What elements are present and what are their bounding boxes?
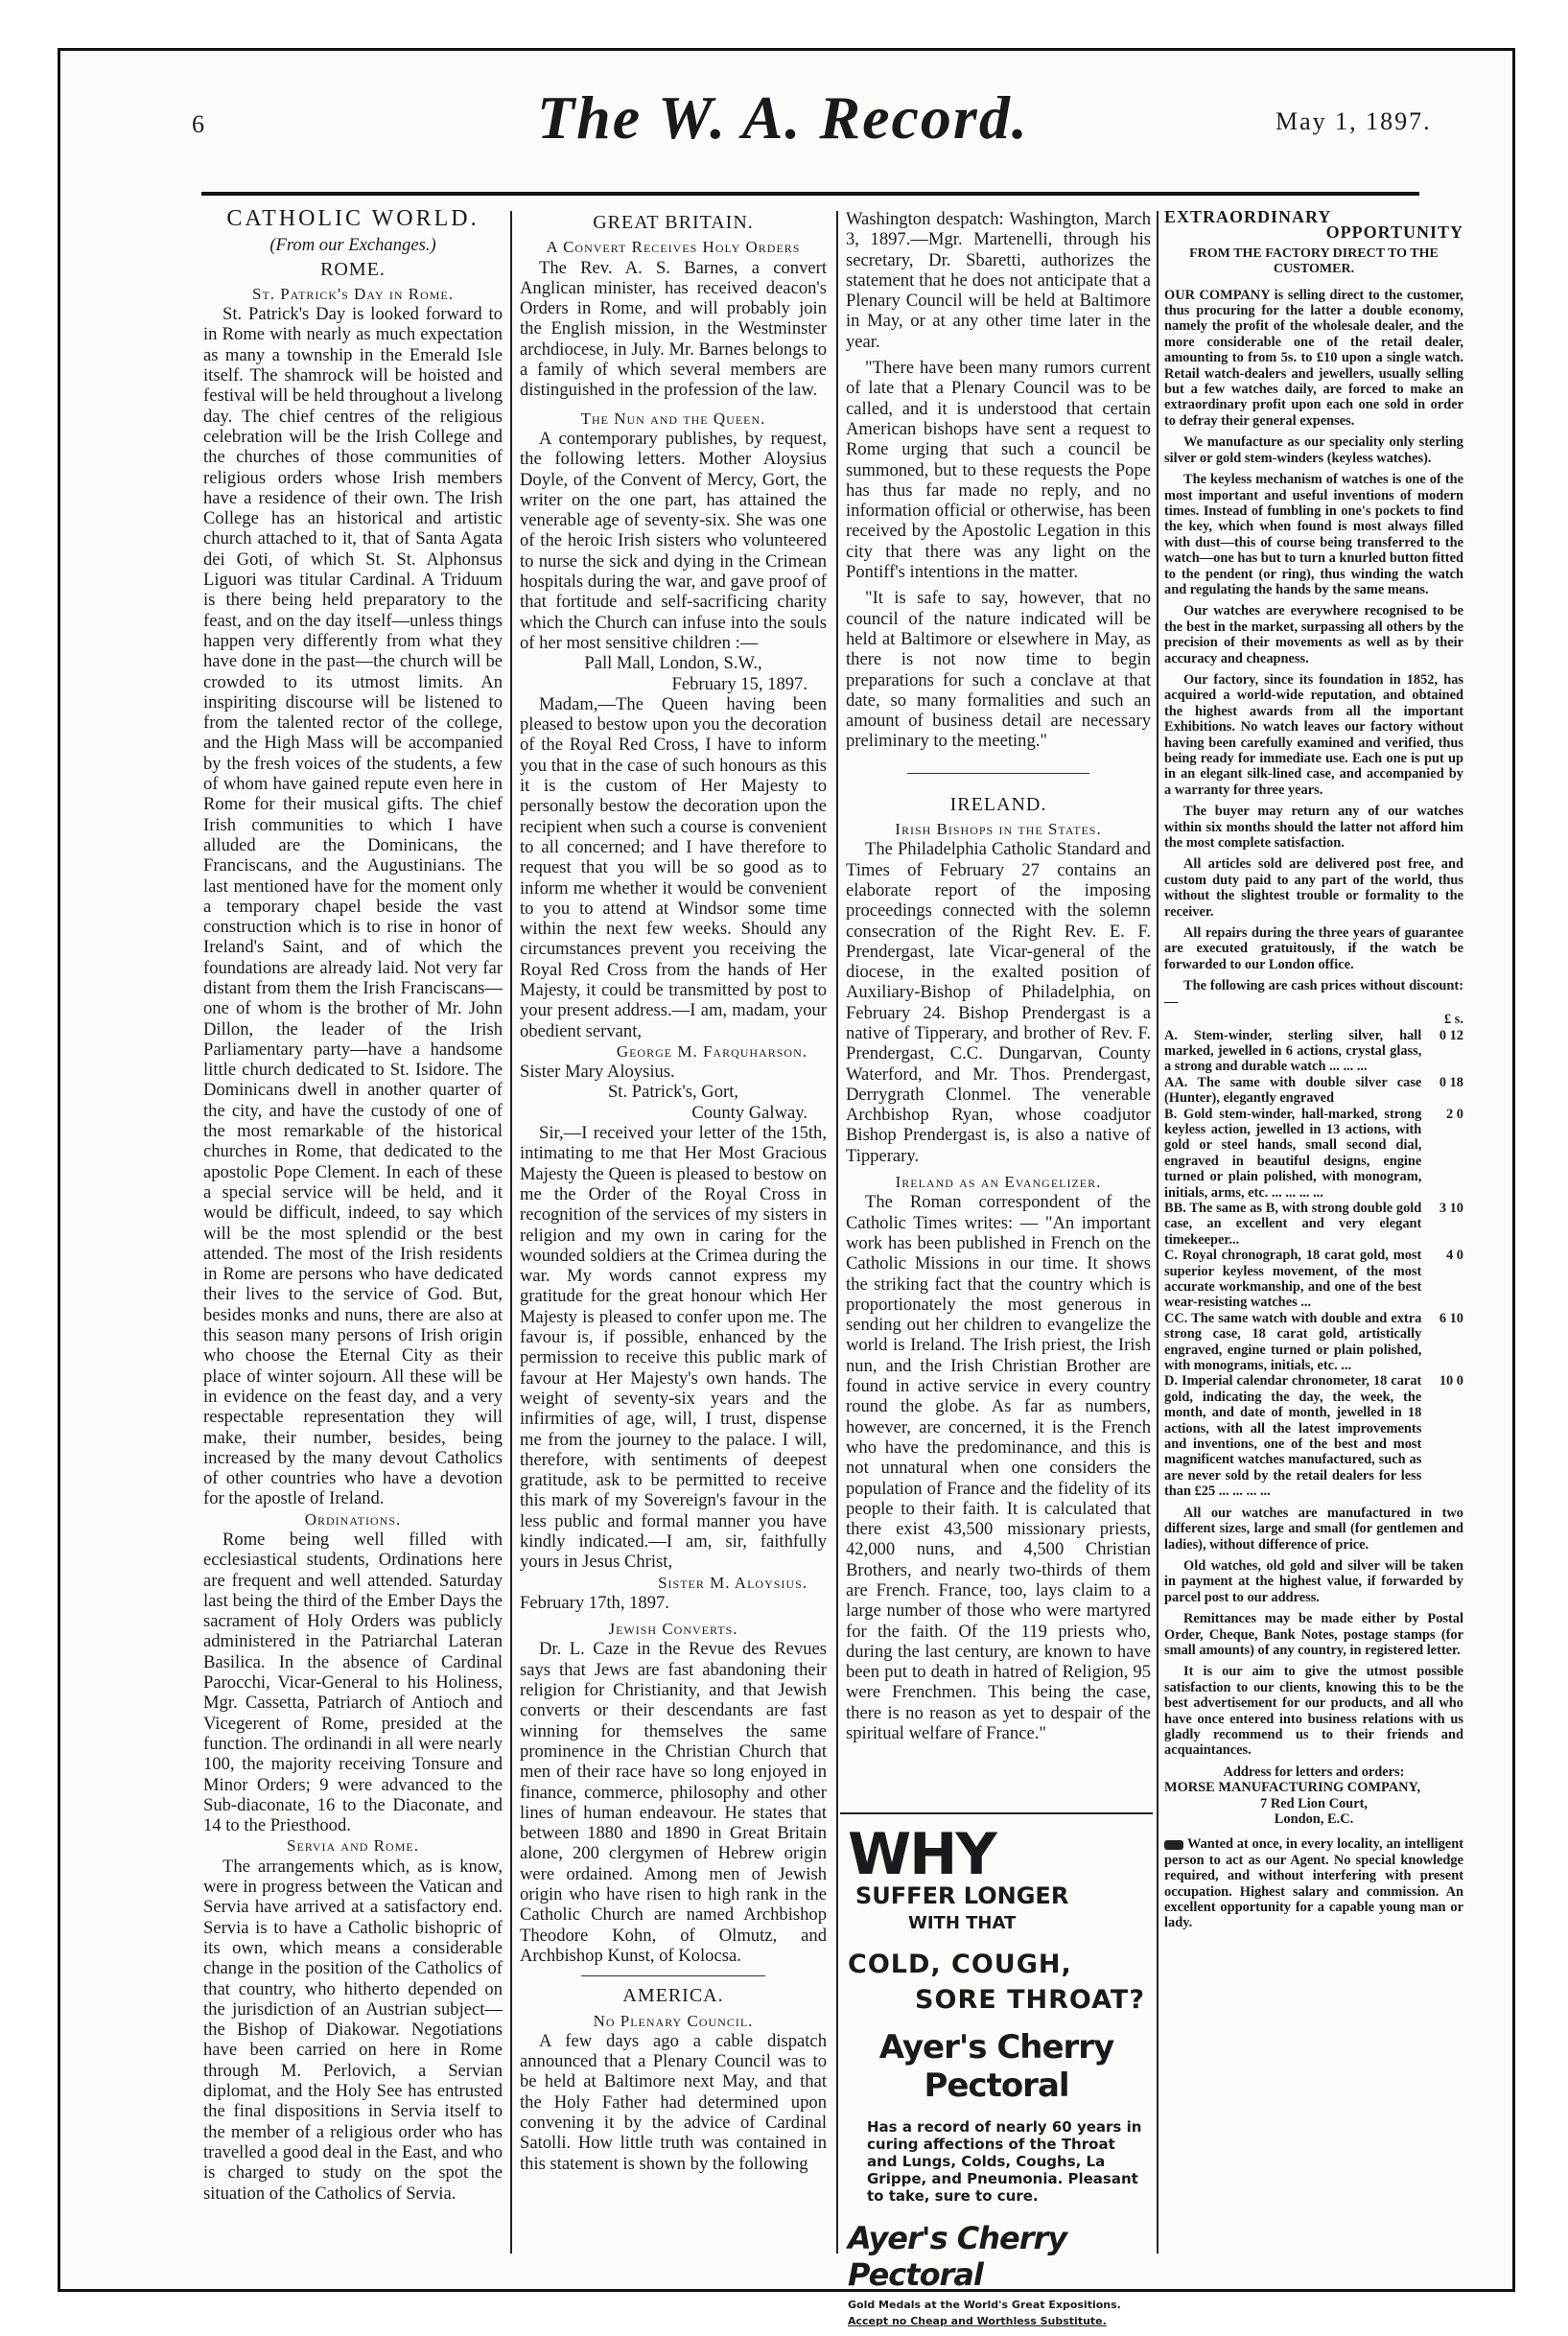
column-watch-ad (1164, 209, 1463, 2261)
price-description: A. Stem-winder, sterling silver, hall marked, jewelled in 6 actions, crystal glass, a strong and durable watch ... ... ... (1164, 1027, 1422, 1075)
article-heading: The Nun and the Queen. (580, 409, 766, 428)
ad-paragraph: It is our aim to give the utmost possible satisfaction to our clients, knowing this to be the best advertisement for our products, and all who have once entered into business relations with us gladly recommend us to their friends and acquaintances. (1164, 1664, 1463, 1759)
ad-paragraph: The keyless mechanism of watches is one of the most important and useful inventions of modern times. Instead of fumbling in one's pockets to find the key, which when found is most always filled with dust—this of course being transferred to the watch—one has but to turn a knurled button fitted to the pendent (or ring), thus winding the watch and regulating the hands by the same means. (1164, 472, 1463, 597)
ad-product-name: Ayer's Cherry Pectoral (878, 2028, 1114, 2105)
price-description: CC. The same watch with double and extra strong case, 18 carat gold, artistically engraved, engine turned or plain polished, with monograms, initials, etc. ... (1164, 1310, 1422, 1374)
section-heading: AMERICA. (622, 1985, 724, 2007)
ad-paragraph: All repairs during the three years of guarantee are executed gratuitously, if the watch be forwarded to our London office. (1164, 925, 1463, 972)
ad-paragraph: We manufacture as our speciality only sterling silver or gold stem-winders (keyless watches). (1164, 434, 1463, 466)
ad-body: Has a record of nearly 60 years in curing affections of the Throat and Lungs, Colds, Coughs, La Grippe, and Pneumonia. Pleasant to take, sure to cure. (867, 2118, 1142, 2205)
ad-paragraph: Our factory, since its foundation in 1852, has acquired a world-wide reputation, and obtained the highest awards from all the important Exhibitions. No watch leaves our factory without having been carefully examined and verified, thus being ready for immediate use. Each one is put up in an elegant silk-lined case, and accompanied by a warranty for three years. (1164, 671, 1463, 798)
ad-sore-throat: SORE THROAT? (915, 1985, 1145, 2015)
price-row (1164, 1311, 1463, 1374)
article-text: The Roman correspondent of the Catholic Times writes: — "An important work has been published in French on the Catholic Missions in our time. It shows the striking fact that the country which is proportionately the most generous in sending out her children to evangelize the world is Ireland. The Irish priest, the Irish nun, and the Irish Christian Brother are found in active service in every country round the globe. As far as numbers, however, are concerned, it is the French who have the predominance, and this is not unnatural when one considers the population of France and the fidelity of its people to their faith. It is calculated that there exist 43,500 missionary priests, 42,000 nuns, and 4,500 Christian Brothers, and nearly two-thirds of them are French. France, too, lays claim to a large number of those who were martyred for the faith. Of the 119 priests who, during the last century, are known to have been put to death in hatred of Religion, 95 were Frenchmen. This being the case, there is no reason as yet to despair of the spiritual welfare of France." (846, 1192, 1151, 1744)
ad-heading: EXTRAORDINARY (1164, 209, 1332, 226)
ad-heading: OPPORTUNITY (1325, 222, 1463, 243)
section-heading: IRELAND. (949, 793, 1047, 815)
ad-paragraph: The following are cash prices without discount:— (1164, 978, 1463, 1010)
wanted-notice (1164, 1836, 1463, 1930)
price-description: B. Gold stem-winder, hall-marked, strong keyless action, jewelled in 13 actions, with gold or steel hands, small second dial, engraved in beautiful designs, engine turned or plain polished, with monogram, initials, arms, etc. ... ... ... ... (1164, 1106, 1422, 1201)
letter-recipient: Sister Mary Aloysius. (520, 1062, 675, 1083)
letter-address: Pall Mall, London, S.W., (584, 653, 762, 674)
article-heading: Irish Bishops in the States. (895, 820, 1102, 839)
price-value: 0 18 (1439, 1074, 1463, 1090)
ad-paragraph: Old watches, old gold and silver will be taken in payment at the highest value, if forwarded by parcel post to our address. (1164, 1557, 1463, 1605)
masthead-rule (201, 192, 1419, 196)
article-heading: Jewish Converts. (608, 1620, 738, 1639)
column-great-britain (520, 209, 827, 2261)
letter-signature: Sister M. Aloysius. (658, 1573, 807, 1592)
ad-accept-no-substitute: Accept no Cheap and Worthless Substitute. (848, 2315, 1107, 2327)
price-list (1164, 1028, 1463, 1500)
article-heading: Servia and Rome. (287, 1836, 419, 1856)
ad-brand-logo: Ayer's Cherry Pectoral (848, 2220, 1067, 2293)
ad-with-that: WITH THAT (907, 1913, 1017, 1933)
source-note: (From our Exchanges.) (269, 235, 436, 256)
price-value: 10 0 (1439, 1373, 1463, 1390)
company-name: MORSE MANUFACTURING COMPANY, (1164, 1780, 1421, 1796)
ad-paragraph: Remittances may be made either by Postal Order, Cheque, Bank Notes, postage stamps (for small amounts) of any country, in registered letter. (1164, 1611, 1463, 1658)
subsection-heading: ROME. (320, 258, 386, 280)
newspaper-title: The W. A. Record. (537, 83, 1029, 152)
company-city: London, E.C. (1274, 1811, 1354, 1827)
divider (907, 773, 1090, 774)
price-description: AA. The same with double silver case (Hunter), elegantly engraved (1164, 1074, 1422, 1107)
price-value: 0 12 (1439, 1027, 1463, 1043)
section-heading: GREAT BRITAIN. (593, 212, 754, 233)
ad-paragraph: The buyer may return any of our watches within six months should the latter not afford him the most complete satisfaction. (1164, 804, 1463, 852)
address-label: Address for letters and orders: (1223, 1764, 1405, 1780)
price-value: 3 10 (1439, 1200, 1463, 1216)
wanted-text: Wanted at once, in every locality, an intelligent person to act as our Agent. No special knowledge required, and without interfering with present occupation. Highest salary and commission. An excellent opportunity for a capable young man or lady. (1164, 1836, 1463, 1931)
article-heading: Ireland as an Evangelizer. (895, 1173, 1102, 1192)
article-text: The Rev. A. S. Barnes, a convert Anglican minister, has received deacon's Orders in Rome, and will probably join the English mission, in the Westminster archdiocese, in July. Mr. Barnes belongs to a family of which several members are distinguished in the profession of the law. (520, 257, 827, 401)
letter-signature: George M. Farquharson. (616, 1041, 807, 1061)
ad-subheading: FROM THE FACTORY DIRECT TO THE CUSTOMER. (1189, 245, 1439, 277)
divider (581, 1975, 765, 1976)
letter-text: Sir,—I received your letter of the 15th, intimating to me that Her Most Gracious Majesty the Queen is pleased to bestow on me the Order of the Royal Cross in recognition of the services of my sisters in religion and my own in caring for the wounded soldiers at the Crimea during the war. My words cannot express my gratitude for the great honour which Her Majesty is pleased to confer upon me. The favour is, if possible, enhanced by the permission to receive this public mark of favour at Her Majesty's own hands. The weight of seventy-six years and the infirmities of age, will, I trust, dispense me from the journey to the palace. I will, therefore, with sentiments of deepest gratitude, ask to be permitted to receive this mark of my Sovereign's favour in the less public and formal manner you have kindly indicated.—I am, sir, faithfully yours in Jesus Christ, (520, 1123, 827, 1573)
article-heading: No Plenary Council. (593, 2011, 754, 2030)
ad-paragraph: Our watches are everywhere recognised to be the best in the market, surpassing all others by the precision of their movements as well as by their accuracy and cheapness. (1164, 603, 1463, 666)
pointing-hand-icon (1164, 1840, 1183, 1850)
price-description: D. Imperial calendar chronometer, 18 carat gold, indicating the day, the week, the month, and date of month, jewelled in 18 actions, with all the latest improvements and inventions, one of the best and most magnificent watches manufactured, such as are never sold by the retail dealers for less than £25 ... ... ... ... (1164, 1373, 1422, 1500)
letter-date: February 17th, 1897. (520, 1592, 669, 1613)
ad-gold-medals: Gold Medals at the World's Great Expositions. (848, 2299, 1121, 2311)
column-catholic-world (203, 209, 503, 2261)
column-america-ireland (846, 209, 1151, 1801)
column-rule (510, 211, 512, 2254)
section-heading: CATHOLIC WORLD. (226, 209, 480, 231)
price-row (1164, 1028, 1463, 1075)
price-description: BB. The same as B, with strong double gold case, an excellent and very elegant timekeeper... (1164, 1200, 1422, 1248)
letter-address: St. Patrick's, Gort, (607, 1082, 739, 1103)
price-value: 4 0 (1446, 1248, 1463, 1264)
article-text: Rome being well filled with ecclesiastical students, Ordinations here are frequent and well attended. Saturday last being the third of the Ember Days the sacrament of Holy Orders was publicly administered in the Patriarchal Lateran Basilica. In the absence of Cardinal Parocchi, Vicar-General to his Holiness, Mgr. Cassetta, Patriarch of Antioch and Vicegerent of Rome, presided at the function. The ordinandi in all were nearly 100, the majority receiving Tonsure and Minor Orders; 9 were advanced to the Sub-diaconate, 16 to the Diaconate, and 14 to the Priesthood. (203, 1530, 503, 1836)
column-rule (1157, 211, 1158, 2254)
article-text: A contemporary publishes, by request, the following letters. Mother Aloysius Doyle, of the Convent of Mercy, Gort, the writer on the one part, has attained the venerable age of seventy-six. She was one of the heroic Irish sisters who volunteered to nurse the sick and dying in the Crimean hospitals during the war, and gave proof of that fortitude and self-sacrificing charity which the Church can infuse into the souls of her most sensitive children :— (520, 428, 827, 653)
ad-suffer (855, 1883, 1068, 1936)
price-row (1164, 1201, 1463, 1248)
article-text: Dr. L. Caze in the Revue des Revues says that Jews are fast abandoning their religion for Christianity, and that Jewish converts or their descendants are fast winning for themselves the same prominence in the Christian Church that men of their race have so long enjoyed in finance, commerce, philosophy and other lines of human endeavour. He states that between 1880 and 1890 in Great Britain alone, 200 clergymen of Hebrew origin were ordained. Among men of Jewish origin who have risen to high rank in the Catholic Church are named Archbishop Theodore Kohn, of Olmutz, and Archbishop Kunst, of Kolocsa. (520, 1639, 827, 1966)
price-value: 2 0 (1446, 1106, 1463, 1122)
ad-why: WHY (848, 1821, 995, 1888)
article-text: Washington despatch: Washington, March 3, 1897.—Mgr. Martenelli, through his secretary, Dr. Sbaretti, authorizes the statement that he does not anticipate that a Plenary Council will be held at Baltimore in May, or at any other time later in the year. (846, 209, 1151, 352)
issue-date: May 1, 1897. (1275, 107, 1432, 135)
ad-suffer-line: SUFFER LONGER (855, 1882, 1069, 1909)
price-row (1164, 1248, 1463, 1311)
article-heading: St. Patrick's Day in Rome. (252, 284, 454, 303)
price-row (1164, 1373, 1463, 1499)
article-text: The Philadelphia Catholic Standard and Times of February 27 contains an elaborate report of the imposing proceedings connected with the solemn consecration of the Right Rev. E. F. Prendergast, late Vicar-general of the diocese, in the exalted position of Auxiliary-Bishop of Philadelphia, on February 24. Bishop Prendergast is a native of Tipperary, and brother of Rev. F. Prendergast, C.C. Dungarvan, County Waterford, and Mr. Thos. Prendergast, Derrygrath Clonmel. The venerable Archbishop Ryan, whose coadjutor Bishop Prendergast is, is also a native of Tipperary. (846, 839, 1151, 1166)
price-row (1164, 1107, 1463, 1201)
ad-paragraph: All articles sold are delivered post free, and custom duty paid to any part of the world, thus without the slightest trouble or formality to the receiver. (1164, 856, 1463, 920)
article-text: The arrangements which, as is know, were in progress between the Vatican and Servia have arrived at a satisfactory end. Servia is to have a Catholic bishopric of its own, which means a considerable change in the position of the Catholics of that country, who hitherto depended on the jurisdiction of an Austrian subject—the Bishop of Diakowar. Negotiations have been carried on here in Rome through M. Perlovich, a Servian diplomat, and the Holy See has entrusted the final dispositions in Servia itself to the member of a religious order who has travelled a good deal in the East, and who is charged to study on the spot the situation of the Catholics of Servia. (203, 1856, 503, 2204)
ad-paragraph: OUR COMPANY is selling direct to the customer, thus procuring for the latter a double economy, namely the profit of the wholesale dealer, and the more considerable one of the retail dealer, amounting to from 5s. to £10 upon a single watch. Retail watch-dealers and jewellers, usually selling but a few watches daily, are forced to make an extraordinary profit upon each one sold in order to defray their general expenses. (1164, 287, 1463, 429)
article-text: "There have been many rumors current of late that a Plenary Council was to be called, and it is understood that certain American bishops have sent a request to Rome urging that such a council be summoned, but to these requests the Pope has thus far made no reply, and no information official or otherwise, has been received by the Apostolic Legation in this city that there was any light on the Pontiff's intentions in the matter. (846, 358, 1151, 583)
column-rule (836, 211, 838, 2254)
price-currency-header: £ s. (1444, 1012, 1463, 1028)
price-row (1164, 1075, 1463, 1107)
article-text: A few days ago a cable dispatch announced that a Plenary Council was to be held at Baltimore next May, and that the Holy Father had determined upon convening it by the advice of Cardinal Satolli. How little truth was contained in this statement is shown by the following (520, 2030, 827, 2174)
letter-place: County Galway. (691, 1102, 807, 1123)
article-heading: Ordinations. (304, 1509, 402, 1529)
ad-paragraph: All our watches are manufactured in two different sizes, large and small (for gentlemen and ladies), without difference of price. (1164, 1505, 1463, 1553)
article-heading: A Convert Receives Holy Orders (546, 238, 801, 257)
article-text: "It is safe to say, however, that no council of the nature indicated will be held at Baltimore or elsewhere in May, as there is not now time to begin preparations for such a conclave at that date, so many formalities and such an amount of business detail are necessary preliminary to the meeting." (846, 588, 1151, 752)
company-street: 7 Red Lion Court, (1260, 1795, 1368, 1811)
price-description: C. Royal chronograph, 18 carat gold, most superior keyless movement, of the most accurate workmanship, and one of the best wear-resisting watches ... (1164, 1248, 1422, 1311)
ad-cold-cough: COLD, COUGH, (848, 1950, 1072, 1979)
letter-date: February 15, 1897. (671, 673, 807, 694)
ayer-cherry-pectoral-ad (840, 1812, 1153, 2327)
page-number: 6 (192, 110, 204, 138)
price-value: 6 10 (1439, 1310, 1463, 1326)
letter-text: Madam,—The Queen having been pleased to bestow upon you the decoration of the Royal Red Cross, I have to inform you that in the case of such honours as this it is the custom of Her Majesty to personally bestow the decoration upon the recipient when such a course is convenient to all concerned; and I have therefore to request that you will be so good as to inform me whether it would be convenient to you to attend at Windsor some time within the next few weeks. Should any circumstances prevent you receiving the Royal Red Cross from the hands of Her Majesty, it could be transmitted by post to your present address.—I am, madam, your obedient servant, (520, 693, 827, 1041)
article-text: St. Patrick's Day is looked forward to in Rome with nearly as much expectation as many a township in the Emerald Isle itself. The shamrock will be hoisted and festival will be held throughout a livelong day. The chief centres of the religious celebration will be the Irish College and the churches of those communities of religious orders whose Irish members have a residence of their own. The Irish College has an historical and artistic church attached to it, that of Santa Agata dei Goti, of which St. St. Alphonsus Liguori was titular Cardinal. A Triduum is there being held preparatory to the feast, and on the day itself—unless things happen very differently from what they have done in the past—the church will be crowded to its utmost limits. An inspiriting discourse will be listened to from the talented rector of the college, and the High Mass will be accompanied by the fresh voices of the students, a few of whom have gained repute even here in Rome for their musical gifts. The chief Irish communities to which I have alluded are the Dominicans, the Franciscans, and the Augustinians. The last mentioned have for the moment only a temporary chapel beside the vast construction which is to rise in honor of Ireland's Saint, and of which the foundations are already laid. Not very far distant from them the Irish Franciscans—one of whom is the brother of Mr. John Dillon, the leader of the Irish Parliamentary party—have a handsome little church dedicated to St. Isidore. The Dominicans dwell in another quarter of the city, and have the custody of one of the most remarkable of the historical churches in Rome, that dedicated to the apostolic Pope Clement. In each of these a special service will be held, and it would be difficult, indeed, to say which will be the most splendid or the best attended. The most of the Irish residents in Rome are persons who have dedicated their lives to the service of God. But, besides monks and nuns, there are also at this season many persons of Irish origin who choose the Eternal City as their place of winter sojourn. All these will be in evidence on the feast day, and a very respectable representation they will make, their number, besides, being increased by the many devout Catholics of other countries who have a devotion for the apostle of Ireland. (203, 304, 503, 1509)
